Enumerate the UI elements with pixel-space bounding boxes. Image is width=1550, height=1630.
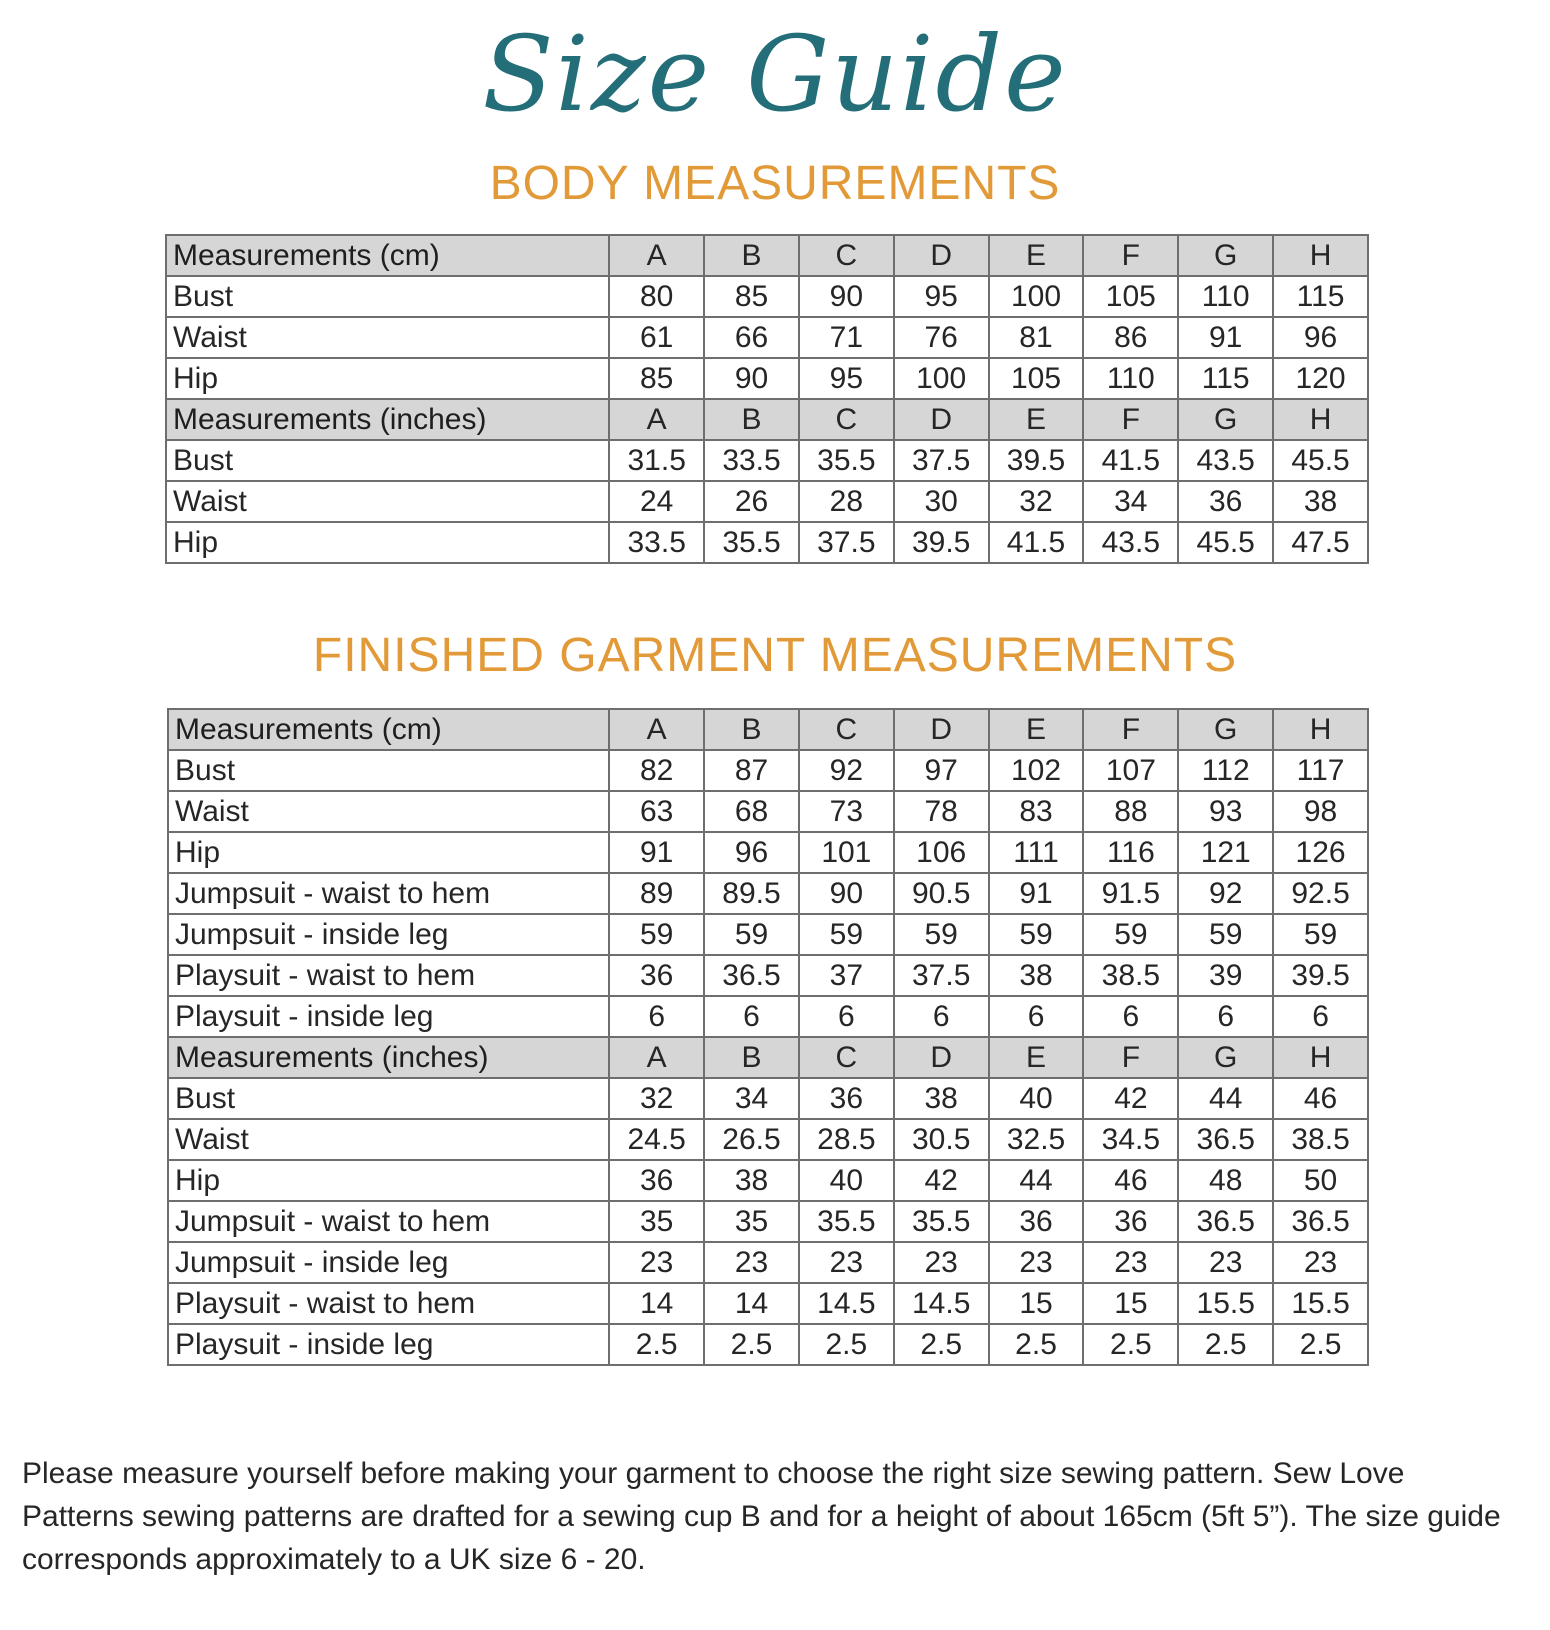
measurement-label: Playsuit - waist to hem <box>168 955 609 996</box>
measurement-value: 33.5 <box>609 522 704 563</box>
measurement-value: 35 <box>704 1201 799 1242</box>
measurement-value: 90.5 <box>894 873 989 914</box>
measurement-value: 59 <box>1273 914 1368 955</box>
measurement-value: 50 <box>1273 1160 1368 1201</box>
measurement-value: 6 <box>1273 996 1368 1037</box>
measurement-value: 38 <box>704 1160 799 1201</box>
measurement-value: 36.5 <box>704 955 799 996</box>
table-row <box>168 750 1368 791</box>
measurement-value: 105 <box>989 358 1084 399</box>
measurement-label: Jumpsuit - inside leg <box>168 914 609 955</box>
measurement-value: 23 <box>894 1242 989 1283</box>
size-header-cell: D <box>894 1037 989 1078</box>
size-header-cell: A <box>609 399 704 440</box>
body-measurements-heading: BODY MEASUREMENTS <box>489 157 1061 210</box>
measurement-label: Hip <box>166 522 609 563</box>
measurement-value: 82 <box>609 750 704 791</box>
measurement-value: 90 <box>704 358 799 399</box>
measurement-value: 32 <box>609 1078 704 1119</box>
measurement-value: 6 <box>609 996 704 1037</box>
measurement-value: 32.5 <box>989 1119 1084 1160</box>
measurement-value: 15.5 <box>1273 1283 1368 1324</box>
measurement-value: 39.5 <box>894 522 989 563</box>
measurement-value: 115 <box>1273 276 1368 317</box>
measurement-value: 38 <box>989 955 1084 996</box>
measurement-value: 45.5 <box>1178 522 1273 563</box>
measurement-value: 23 <box>704 1242 799 1283</box>
measurement-label: Playsuit - inside leg <box>168 996 609 1037</box>
table-row <box>166 481 1368 522</box>
measurement-value: 36 <box>609 1160 704 1201</box>
measurement-value: 112 <box>1178 750 1273 791</box>
measurement-label: Waist <box>166 481 609 522</box>
measurement-value: 63 <box>609 791 704 832</box>
size-header-cell: G <box>1178 235 1273 276</box>
size-header-cell: E <box>989 235 1084 276</box>
measurement-value: 6 <box>989 996 1084 1037</box>
measurement-value: 120 <box>1273 358 1368 399</box>
measurement-value: 106 <box>894 832 989 873</box>
measurement-value: 59 <box>799 914 894 955</box>
measurement-value: 37.5 <box>894 955 989 996</box>
measurement-value: 33.5 <box>704 440 799 481</box>
measurement-value: 100 <box>989 276 1084 317</box>
column-header-label: Measurements (inches) <box>168 1037 609 1078</box>
measurement-value: 35.5 <box>894 1201 989 1242</box>
measurement-value: 100 <box>894 358 989 399</box>
size-header-cell: D <box>894 235 989 276</box>
measurement-label: Bust <box>168 1078 609 1119</box>
size-header-cell: F <box>1083 1037 1178 1078</box>
measurement-value: 93 <box>1178 791 1273 832</box>
size-header-cell: B <box>704 399 799 440</box>
size-header-cell: C <box>799 709 894 750</box>
measurement-value: 92.5 <box>1273 873 1368 914</box>
measurement-value: 37.5 <box>799 522 894 563</box>
column-header-label: Measurements (cm) <box>166 235 609 276</box>
measurement-value: 83 <box>989 791 1084 832</box>
size-header-cell: H <box>1273 399 1368 440</box>
size-header-cell: E <box>989 709 1084 750</box>
size-header-cell: B <box>704 1037 799 1078</box>
measurement-value: 34 <box>704 1078 799 1119</box>
measurement-value: 41.5 <box>1083 440 1178 481</box>
size-header-cell: D <box>894 399 989 440</box>
measurement-value: 28.5 <box>799 1119 894 1160</box>
table-row <box>168 1324 1368 1365</box>
measurement-value: 24.5 <box>609 1119 704 1160</box>
measurement-value: 47.5 <box>1273 522 1368 563</box>
size-header-cell: G <box>1178 399 1273 440</box>
measurement-value: 28 <box>799 481 894 522</box>
measurement-value: 40 <box>799 1160 894 1201</box>
measurement-label: Waist <box>166 317 609 358</box>
measurement-value: 6 <box>894 996 989 1037</box>
measurement-value: 71 <box>799 317 894 358</box>
measurement-value: 37.5 <box>894 440 989 481</box>
measurement-value: 96 <box>704 832 799 873</box>
table-row <box>166 440 1368 481</box>
table-header-row <box>166 399 1368 440</box>
size-header-cell: A <box>609 1037 704 1078</box>
measurement-value: 102 <box>989 750 1084 791</box>
measurement-value: 38 <box>894 1078 989 1119</box>
table-row <box>168 1078 1368 1119</box>
measurement-value: 43.5 <box>1178 440 1273 481</box>
measurement-label: Playsuit - waist to hem <box>168 1283 609 1324</box>
measurement-label: Bust <box>168 750 609 791</box>
measurement-value: 39 <box>1178 955 1273 996</box>
table-header-row <box>168 709 1368 750</box>
measurement-value: 2.5 <box>799 1324 894 1365</box>
measurement-value: 30.5 <box>894 1119 989 1160</box>
measurement-value: 2.5 <box>894 1324 989 1365</box>
measurement-value: 42 <box>894 1160 989 1201</box>
measurement-value: 39.5 <box>1273 955 1368 996</box>
measurement-value: 30 <box>894 481 989 522</box>
body-measurements-table <box>165 234 1369 564</box>
measurement-value: 26.5 <box>704 1119 799 1160</box>
finished-garment-measurements-table <box>167 708 1369 1366</box>
measurement-value: 34 <box>1083 481 1178 522</box>
measurement-value: 40 <box>989 1078 1084 1119</box>
measurement-value: 39.5 <box>989 440 1084 481</box>
measurement-value: 90 <box>799 276 894 317</box>
size-header-cell: G <box>1178 1037 1273 1078</box>
table-row <box>168 832 1368 873</box>
measurement-value: 61 <box>609 317 704 358</box>
table-row <box>168 873 1368 914</box>
measurement-value: 14.5 <box>799 1283 894 1324</box>
size-header-cell: F <box>1083 709 1178 750</box>
size-header-cell: C <box>799 1037 894 1078</box>
measurement-value: 59 <box>989 914 1084 955</box>
measurement-value: 37 <box>799 955 894 996</box>
table-row <box>166 276 1368 317</box>
measurement-value: 59 <box>894 914 989 955</box>
measurement-value: 36 <box>1178 481 1273 522</box>
measurement-value: 23 <box>799 1242 894 1283</box>
table-row <box>168 955 1368 996</box>
measurement-value: 81 <box>989 317 1084 358</box>
measurement-value: 38.5 <box>1083 955 1178 996</box>
measurement-value: 35.5 <box>704 522 799 563</box>
measurement-value: 32 <box>989 481 1084 522</box>
measurement-value: 23 <box>609 1242 704 1283</box>
measurement-value: 89.5 <box>704 873 799 914</box>
measurement-label: Waist <box>168 791 609 832</box>
measurement-value: 59 <box>1178 914 1273 955</box>
table-row <box>166 522 1368 563</box>
table-row <box>168 1242 1368 1283</box>
measurement-value: 66 <box>704 317 799 358</box>
column-header-label: Measurements (cm) <box>168 709 609 750</box>
measurement-label: Hip <box>168 1160 609 1201</box>
size-header-cell: B <box>704 709 799 750</box>
measurement-value: 35 <box>609 1201 704 1242</box>
size-header-cell: A <box>609 235 704 276</box>
measurement-value: 46 <box>1083 1160 1178 1201</box>
table-header-row <box>168 1037 1368 1078</box>
measurement-value: 31.5 <box>609 440 704 481</box>
measurement-value: 15 <box>1083 1283 1178 1324</box>
measurement-label: Jumpsuit - inside leg <box>168 1242 609 1283</box>
measurement-label: Bust <box>166 276 609 317</box>
measurement-value: 15.5 <box>1178 1283 1273 1324</box>
measurement-value: 36.5 <box>1178 1201 1273 1242</box>
size-header-cell: D <box>894 709 989 750</box>
size-header-cell: B <box>704 235 799 276</box>
size-header-cell: H <box>1273 1037 1368 1078</box>
measurement-value: 85 <box>609 358 704 399</box>
size-header-cell: E <box>989 1037 1084 1078</box>
measurement-value: 91 <box>1178 317 1273 358</box>
measurement-value: 45.5 <box>1273 440 1368 481</box>
table-row <box>168 1160 1368 1201</box>
measurement-value: 95 <box>894 276 989 317</box>
measurement-value: 2.5 <box>704 1324 799 1365</box>
size-header-cell: C <box>799 235 894 276</box>
measurement-value: 36.5 <box>1178 1119 1273 1160</box>
measurement-value: 78 <box>894 791 989 832</box>
measurement-value: 6 <box>704 996 799 1037</box>
size-header-cell: E <box>989 399 1084 440</box>
measurement-value: 92 <box>1178 873 1273 914</box>
size-header-cell: G <box>1178 709 1273 750</box>
measurement-value: 68 <box>704 791 799 832</box>
measurement-value: 6 <box>1178 996 1273 1037</box>
finished-garment-measurements-heading: FINISHED GARMENT MEASUREMENTS <box>312 629 1238 682</box>
measurement-value: 89 <box>609 873 704 914</box>
measurement-value: 115 <box>1178 358 1273 399</box>
table-row <box>168 914 1368 955</box>
measurement-value: 36.5 <box>1273 1201 1368 1242</box>
measurement-value: 76 <box>894 317 989 358</box>
size-header-cell: F <box>1083 235 1178 276</box>
measurement-value: 95 <box>799 358 894 399</box>
size-header-cell: H <box>1273 235 1368 276</box>
measurement-value: 59 <box>1083 914 1178 955</box>
table-row <box>168 996 1368 1037</box>
table-row <box>166 358 1368 399</box>
measurement-value: 36 <box>799 1078 894 1119</box>
measurement-value: 2.5 <box>1083 1324 1178 1365</box>
table-row <box>168 1119 1368 1160</box>
measurement-value: 92 <box>799 750 894 791</box>
measurement-value: 98 <box>1273 791 1368 832</box>
measurement-value: 87 <box>704 750 799 791</box>
measurement-value: 85 <box>704 276 799 317</box>
measurement-value: 96 <box>1273 317 1368 358</box>
page-title: Size Guide <box>482 13 1068 135</box>
size-header-cell: A <box>609 709 704 750</box>
measurement-value: 26 <box>704 481 799 522</box>
measurement-value: 38 <box>1273 481 1368 522</box>
measurement-value: 86 <box>1083 317 1178 358</box>
measurement-label: Playsuit - inside leg <box>168 1324 609 1365</box>
table-row <box>168 1201 1368 1242</box>
measurement-value: 24 <box>609 481 704 522</box>
measurement-label: Bust <box>166 440 609 481</box>
measurement-value: 121 <box>1178 832 1273 873</box>
column-header-label: Measurements (inches) <box>166 399 609 440</box>
measurement-value: 14 <box>609 1283 704 1324</box>
measurement-value: 6 <box>1083 996 1178 1037</box>
measurement-label: Jumpsuit - waist to hem <box>168 873 609 914</box>
measurement-value: 6 <box>799 996 894 1037</box>
measurement-value: 91 <box>609 832 704 873</box>
measurement-label: Waist <box>168 1119 609 1160</box>
measurement-value: 15 <box>989 1283 1084 1324</box>
measurement-value: 2.5 <box>1178 1324 1273 1365</box>
measurement-value: 80 <box>609 276 704 317</box>
measurement-value: 97 <box>894 750 989 791</box>
measurement-value: 41.5 <box>989 522 1084 563</box>
measurement-value: 23 <box>1083 1242 1178 1283</box>
measurement-value: 23 <box>1178 1242 1273 1283</box>
measurement-value: 35.5 <box>799 440 894 481</box>
measurement-value: 110 <box>1083 358 1178 399</box>
measurement-value: 43.5 <box>1083 522 1178 563</box>
measurement-label: Jumpsuit - waist to hem <box>168 1201 609 1242</box>
measurement-value: 91.5 <box>1083 873 1178 914</box>
measurement-label: Hip <box>168 832 609 873</box>
measurement-value: 2.5 <box>1273 1324 1368 1365</box>
size-guide-note: Please measure yourself before making your garment to choose the right size sewing pattern. Sew Love Patterns sewing patterns are drafted for a sewing cup B and for a height of about 165cm (5ft 5”). The size guide corresponds approximately to a UK size 6 - 20. <box>22 1457 1501 1576</box>
size-header-cell: C <box>799 399 894 440</box>
size-header-cell: H <box>1273 709 1368 750</box>
measurement-value: 44 <box>989 1160 1084 1201</box>
measurement-value: 36 <box>1083 1201 1178 1242</box>
measurement-value: 110 <box>1178 276 1273 317</box>
measurement-value: 36 <box>989 1201 1084 1242</box>
measurement-value: 91 <box>989 873 1084 914</box>
measurement-label: Hip <box>166 358 609 399</box>
measurement-value: 23 <box>1273 1242 1368 1283</box>
measurement-value: 14.5 <box>894 1283 989 1324</box>
table-header-row <box>166 235 1368 276</box>
measurement-value: 48 <box>1178 1160 1273 1201</box>
measurement-value: 90 <box>799 873 894 914</box>
measurement-value: 23 <box>989 1242 1084 1283</box>
measurement-value: 2.5 <box>989 1324 1084 1365</box>
measurement-value: 44 <box>1178 1078 1273 1119</box>
measurement-value: 116 <box>1083 832 1178 873</box>
measurement-value: 36 <box>609 955 704 996</box>
measurement-value: 105 <box>1083 276 1178 317</box>
measurement-value: 107 <box>1083 750 1178 791</box>
measurement-value: 88 <box>1083 791 1178 832</box>
measurement-value: 117 <box>1273 750 1368 791</box>
measurement-value: 38.5 <box>1273 1119 1368 1160</box>
table-row <box>168 791 1368 832</box>
table-row <box>166 317 1368 358</box>
measurement-value: 35.5 <box>799 1201 894 1242</box>
table-row <box>168 1283 1368 1324</box>
measurement-value: 14 <box>704 1283 799 1324</box>
measurement-value: 126 <box>1273 832 1368 873</box>
measurement-value: 2.5 <box>609 1324 704 1365</box>
measurement-value: 111 <box>989 832 1084 873</box>
size-header-cell: F <box>1083 399 1178 440</box>
measurement-value: 34.5 <box>1083 1119 1178 1160</box>
measurement-value: 101 <box>799 832 894 873</box>
measurement-value: 59 <box>609 914 704 955</box>
measurement-value: 59 <box>704 914 799 955</box>
measurement-value: 42 <box>1083 1078 1178 1119</box>
measurement-value: 46 <box>1273 1078 1368 1119</box>
measurement-value: 73 <box>799 791 894 832</box>
